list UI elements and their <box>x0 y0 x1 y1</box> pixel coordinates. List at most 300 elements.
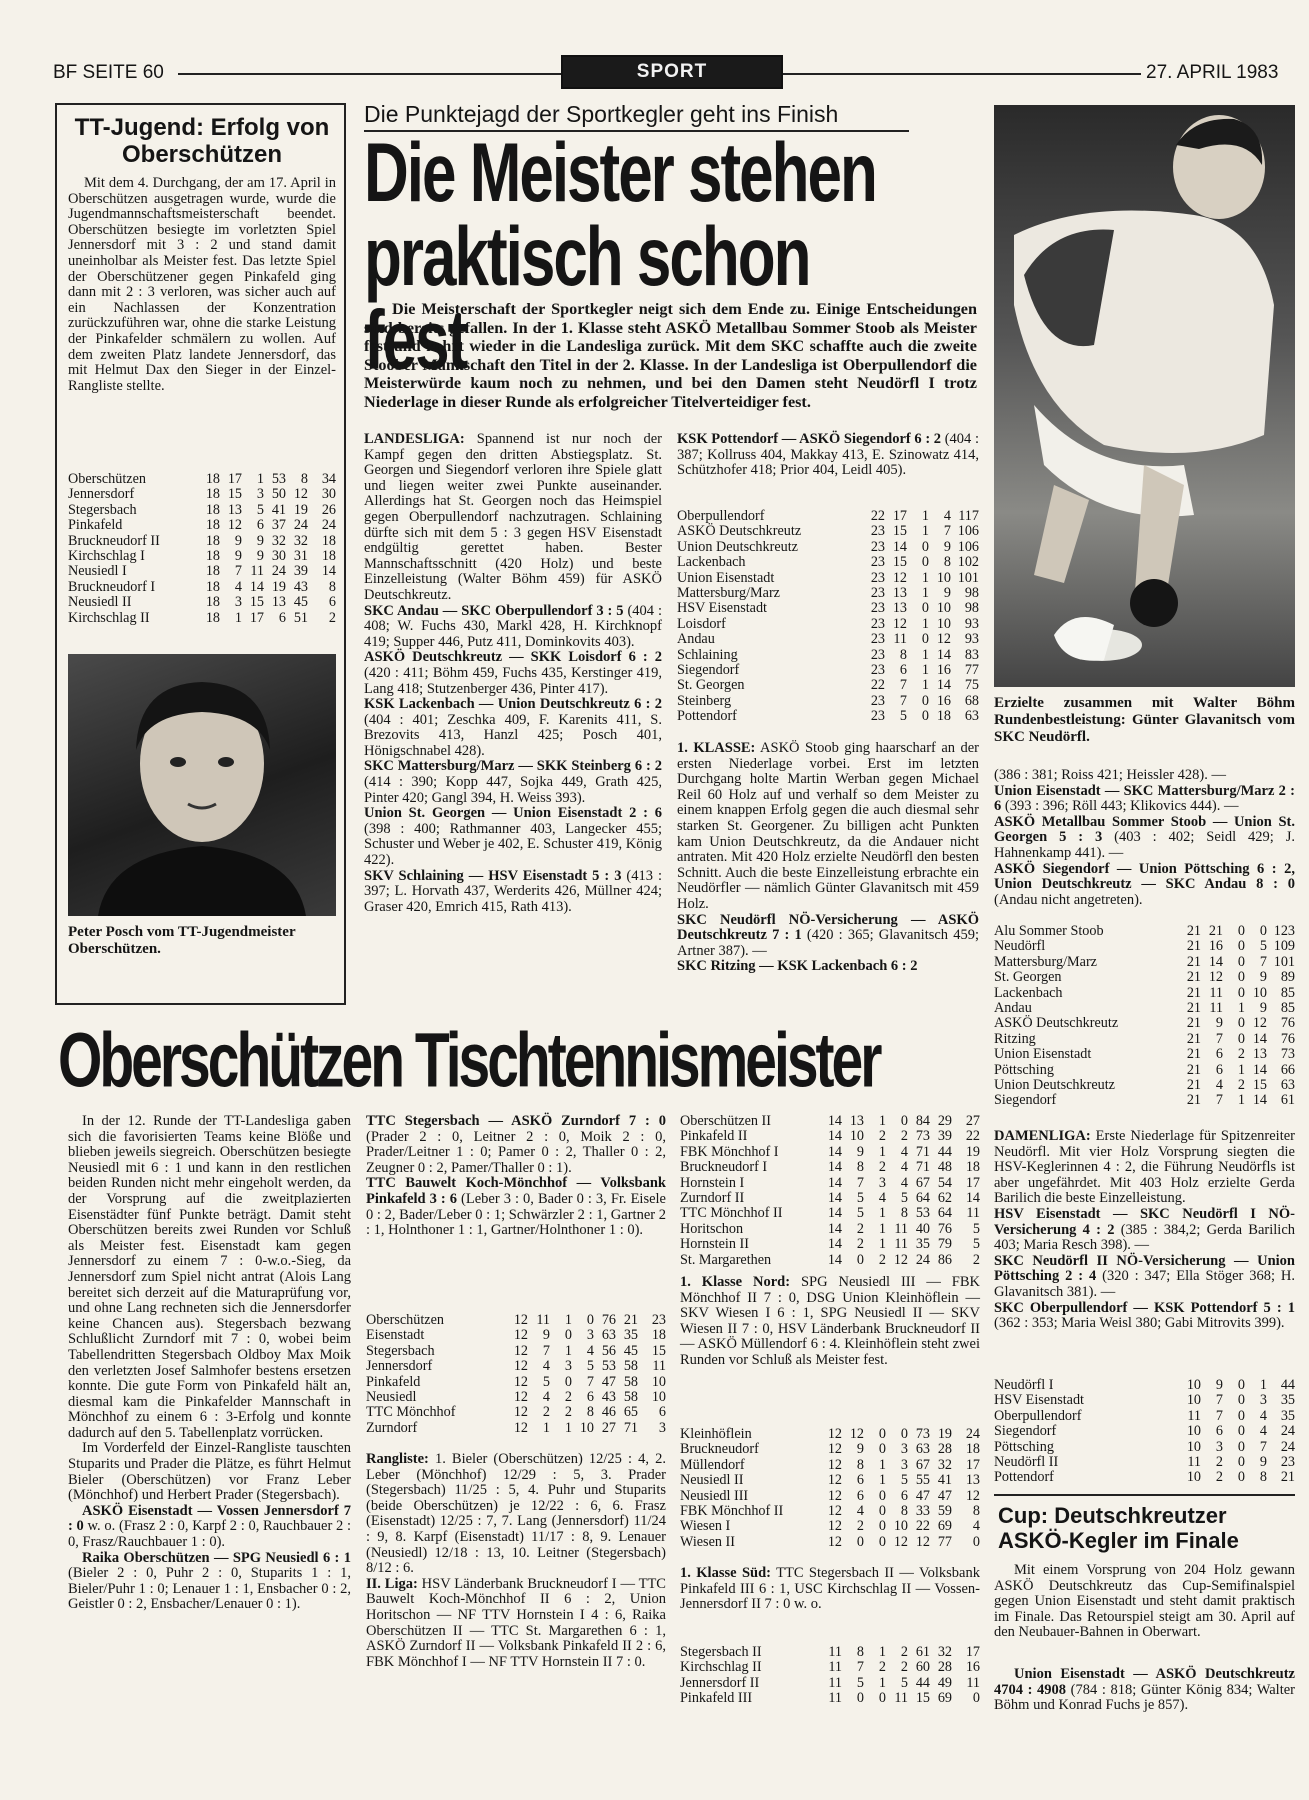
team-name: Mattersburg/Marz <box>994 953 1097 970</box>
team-name: Pöttsching <box>994 1438 1054 1455</box>
pottendorf-match: KSK Pottendorf — ASKÖ Siegendorf 6 : 2 <box>677 431 942 447</box>
stat-cell: 7 <box>899 692 907 709</box>
stat-cell: 32 <box>937 1456 952 1473</box>
stat-cell: 0 <box>921 538 929 555</box>
paragraph-text: (385 : 384,2; Gerda Barilich 403; Maria Resch 398). — <box>994 1221 1296 1254</box>
table-row <box>68 487 336 502</box>
team-name: Neudörfl I <box>994 1377 1054 1393</box>
stat-cell: 32 <box>271 532 286 549</box>
stat-cell: 1 <box>256 471 264 487</box>
stat-cell: 0 <box>856 1690 864 1707</box>
stat-cell: 23 <box>870 662 885 679</box>
stat-cell: 11 <box>894 1220 908 1237</box>
stat-cell: 2 <box>1237 1077 1245 1094</box>
stat-cell: 14 <box>827 1251 842 1268</box>
stat-cell: 0 <box>921 692 929 709</box>
stat-cell: 21 <box>1186 1000 1201 1017</box>
stat-cell: 9 <box>1259 1000 1267 1017</box>
team-name: Ritzing <box>994 1030 1036 1047</box>
paragraph <box>994 1301 1295 1332</box>
stat-cell: 3 <box>586 1327 594 1344</box>
paragraph <box>677 959 979 975</box>
stat-cell: 8 <box>300 471 308 487</box>
stat-cell: 23 <box>651 1312 666 1328</box>
stat-cell: 14 <box>1252 1030 1267 1047</box>
table-row <box>366 1328 666 1343</box>
stat-cell: 2 <box>1215 1469 1223 1486</box>
stat-cell: 76 <box>937 1220 952 1237</box>
stat-cell: 18 <box>321 532 336 549</box>
stat-cell: 71 <box>915 1159 930 1176</box>
stat-cell: 3 <box>658 1419 666 1436</box>
paragraph-text: (404 : 401; Zeschka 409, F. Karenits 411, S. Brezovits 413, Hanzl 425; Posch 401, Hönigschnabel 428). <box>364 711 662 759</box>
team-name: Kirchschlag I <box>68 548 145 565</box>
stat-cell: 8 <box>900 1205 908 1222</box>
stat-cell: 79 <box>937 1236 952 1253</box>
stat-cell: 13 <box>227 501 242 518</box>
stat-cell: 15 <box>227 486 242 503</box>
stat-cell: 1 <box>878 1456 886 1473</box>
stat-cell: 53 <box>601 1358 616 1375</box>
cup-body: Mit einem Vorsprung von 204 Holz gewann ASKÖ Deutschkreutz das Cup-Semifinalspiel gegen Union Eisenstadt und steht damit praktisch im Finale. Das Retourspiel steigt am 30. April auf den Neubauer-Bahnen in Oberwart. <box>994 1562 1295 1641</box>
issue-date: 27. APRIL 1983 <box>1146 62 1279 83</box>
stat-cell: 0 <box>1237 1392 1245 1409</box>
stat-cell: 12 <box>513 1312 528 1328</box>
stat-cell: 16 <box>936 692 951 709</box>
stat-cell: 12 <box>893 1251 908 1268</box>
paragraph-lead: II. Liga: <box>366 1575 418 1592</box>
team-name: Andau <box>677 631 715 648</box>
stat-cell: 14 <box>827 1190 842 1207</box>
table-row <box>994 1409 1295 1424</box>
team-name: St. Georgen <box>677 677 745 694</box>
portrait-illustration <box>68 654 336 916</box>
stat-cell: 2 <box>878 1159 886 1176</box>
stat-cell: 6 <box>256 517 264 534</box>
stat-cell: 6 <box>900 1487 908 1504</box>
paragraph-lead: TTC Bauwelt Koch-Mönchhof — Volksbank Pinkafeld 3 : 6 <box>366 1175 666 1207</box>
stat-cell: 8 <box>972 1503 980 1520</box>
table-row <box>680 1176 980 1191</box>
stat-cell: 8 <box>900 1503 908 1520</box>
stat-cell: 59 <box>937 1503 952 1520</box>
stat-cell: 61 <box>1280 1092 1295 1109</box>
stat-cell: 12 <box>827 1487 842 1504</box>
stat-cell: 28 <box>937 1441 952 1458</box>
stat-cell: 19 <box>965 1143 980 1160</box>
stat-cell: 4 <box>542 1389 550 1406</box>
stat-cell: 14 <box>965 1190 980 1207</box>
stat-cell: 23 <box>870 554 885 571</box>
stat-cell: 75 <box>964 677 979 694</box>
stat-cell: 63 <box>915 1441 930 1458</box>
stat-cell: 0 <box>900 1113 908 1129</box>
table-row <box>994 1078 1295 1093</box>
table-row <box>680 1691 980 1706</box>
table-row <box>994 1378 1295 1393</box>
stat-cell: 21 <box>1186 1030 1201 1047</box>
stat-cell: 4 <box>900 1143 908 1160</box>
team-name: FBK Mönchhof II <box>680 1503 784 1520</box>
stat-cell: 11 <box>894 1690 908 1707</box>
table-row <box>677 709 979 724</box>
stat-cell: 11 <box>894 1236 908 1253</box>
table-row <box>994 1455 1295 1470</box>
stat-cell: 47 <box>601 1373 616 1390</box>
stat-cell: 7 <box>1215 1392 1223 1409</box>
stat-cell: 73 <box>915 1426 930 1442</box>
team-name: Oberpullendorf <box>677 508 765 524</box>
stat-cell: 7 <box>1259 953 1267 970</box>
cup-result-details: (784 : 818; Günter König 834; Walter Böhm und Konrad Fuchs je 857). <box>994 1681 1295 1714</box>
team-name: TTC Mönchhof <box>366 1404 456 1421</box>
paragraph-text: (420 : 411; Böhm 459, Fuchs 435, Kerstinger 419, Lang 418; Stutzenberger 436, Pinter 417). <box>364 664 662 697</box>
team-name: Kleinhöflein <box>680 1426 752 1442</box>
stat-cell: 24 <box>965 1426 980 1442</box>
stat-cell: 21 <box>1186 984 1201 1001</box>
stat-cell: 9 <box>234 532 242 549</box>
stat-cell: 21 <box>1186 923 1201 939</box>
stat-cell: 15 <box>915 1690 930 1707</box>
stat-cell: 1 <box>921 508 929 524</box>
stat-cell: 17 <box>965 1174 980 1191</box>
stat-cell: 69 <box>937 1518 952 1535</box>
stat-cell: 18 <box>321 548 336 565</box>
team-name: TTC Mönchhof II <box>680 1205 783 1222</box>
paragraph-lead: Raika Oberschützen — SPG Neusiedl 6 : 1 <box>82 1549 351 1566</box>
stat-cell: 1 <box>878 1205 886 1222</box>
cup-rule <box>994 1494 1295 1496</box>
ttm-landesliga-table <box>366 1313 666 1436</box>
stat-cell: 55 <box>915 1472 930 1489</box>
team-name: HSV Eisenstadt <box>677 600 767 617</box>
paragraph-text: Erste Niederlage für Spitzenreiter Neudörfl. Mit vier Holz Vorsprung siegten die HSV-Keglerinnen 4 : 2, die Führung Neudörfls ist aber ungefährdet. Mit 403 Holz erzielte Gerda Barilich die beste Einzelleistung. <box>994 1128 1295 1207</box>
stat-cell: 21 <box>1208 923 1223 939</box>
stat-cell: 35 <box>623 1327 638 1344</box>
table-row <box>994 939 1295 954</box>
team-name: Müllendorf <box>680 1456 745 1473</box>
paragraph-lead: ASKÖ Siegendorf — Union Pöttsching 6 : 2, Union Deutschkreutz — SKC Andau 8 : 0 <box>994 860 1295 893</box>
stat-cell: 45 <box>623 1342 638 1359</box>
stat-cell: 101 <box>1273 953 1295 970</box>
stat-cell: 12 <box>849 1426 864 1442</box>
portrait-photo <box>68 654 336 916</box>
team-name: FBK Mönchhof I <box>680 1143 779 1160</box>
stat-cell: 15 <box>892 554 907 571</box>
stat-cell: 5 <box>900 1472 908 1489</box>
stat-cell: 5 <box>542 1373 550 1390</box>
table-row <box>680 1660 980 1675</box>
stat-cell: 21 <box>1186 1015 1201 1032</box>
stat-cell: 1 <box>1259 1377 1267 1393</box>
nord-table <box>680 1427 980 1550</box>
stat-cell: 93 <box>964 615 979 632</box>
stat-cell: 5 <box>856 1190 864 1207</box>
stat-cell: 5 <box>856 1674 864 1691</box>
paragraph-text: HSV Länderbank Bruckneudorf I — TTC Bauwelt Koch-Mönchhof II 6 : 2, Union Horitschon — NF TTV Hornstein I 4 : 6, Raika Oberschützen II — TTC St. Margarethen 6 : 1, ASKÖ Zurndorf II — Volksbank Pinkafeld II 2 : 6, FBK Mönchhof I — NF TTV Hornstein II 7 : 0. <box>366 1575 666 1670</box>
team-name: ASKÖ Deutschkreutz <box>994 1015 1119 1032</box>
stat-cell: 8 <box>899 646 907 663</box>
table-row <box>680 1160 980 1175</box>
paragraph <box>680 1566 980 1613</box>
stat-cell: 23 <box>870 600 885 617</box>
stat-cell: 7 <box>1215 1030 1223 1047</box>
team-name: HSV Eisenstadt <box>994 1392 1084 1409</box>
table-row <box>680 1129 980 1144</box>
team-name: Neudörfl II <box>994 1454 1059 1471</box>
table-row <box>366 1359 666 1374</box>
stat-cell: 0 <box>921 600 929 617</box>
team-name: Hornstein I <box>680 1174 745 1191</box>
stat-cell: 1 <box>921 662 929 679</box>
stat-cell: 2 <box>542 1404 550 1421</box>
stat-cell: 71 <box>915 1143 930 1160</box>
stat-cell: 0 <box>856 1533 864 1550</box>
paragraph-text: (Bieler 2 : 0, Puhr 2 : 0, Stuparits 1 : 1, Bieler/Puhr 1 : 0; Lenauer 1 : 1, Ensbacher 0 : 2, Geistler 0 : 2, Ensbacher/Lenauer 0 : 1). <box>68 1565 351 1613</box>
table-row <box>680 1535 980 1550</box>
stat-cell: 2 <box>328 609 336 626</box>
table-row <box>680 1442 980 1457</box>
stat-cell: 40 <box>915 1220 930 1237</box>
stat-cell: 11 <box>828 1690 842 1707</box>
stat-cell: 12 <box>827 1518 842 1535</box>
paragraph <box>680 1275 980 1369</box>
bowler-caption: Erzielte zusammen mit Walter Böhm Rundenbestleistung: Günter Glavanitsch vom SKC Neudörfl. <box>994 695 1295 745</box>
stat-cell: 12 <box>1208 969 1223 986</box>
team-name: St. Margarethen <box>680 1251 772 1268</box>
table-row <box>994 1424 1295 1439</box>
stat-cell: 11 <box>828 1659 842 1676</box>
stat-cell: 23 <box>870 585 885 602</box>
stat-cell: 89 <box>1280 969 1295 986</box>
team-name: Neusiedl II <box>680 1472 744 1489</box>
stat-cell: 2 <box>1237 1046 1245 1063</box>
stat-cell: 2 <box>878 1128 886 1145</box>
stat-cell: 11 <box>652 1358 666 1375</box>
stat-cell: 4 <box>856 1503 864 1520</box>
team-name: Loisdorf <box>677 615 726 632</box>
stat-cell: 21 <box>1186 938 1201 955</box>
team-name: Wiesen I <box>680 1518 731 1535</box>
paragraph <box>677 741 979 913</box>
stat-cell: 14 <box>827 1236 842 1253</box>
paragraph-text: SPG Neusiedl III — FBK Mönchhof II 7 : 0, DSG Union Kleinhöflein — SKV Wiesen I 6 : 1, SPG Neusiedl II — SKV Wiesen II 7 : 0, HSV Länderbank Bruckneudorf II — ASKÖ Müllendorf 6 : 4. Kleinhöflein steht zwei Runden vor Schluß als Meister fest. <box>680 1274 980 1368</box>
stat-cell: 23 <box>870 646 885 663</box>
bowler-illustration <box>994 105 1295 687</box>
stat-cell: 98 <box>964 600 979 617</box>
paragraph-text: w. o. (Frasz 2 : 0, Karpf 2 : 0, Rauchbauer 2 : 0, Frasz/Rauchbauer 1 : 0). <box>68 1518 351 1551</box>
stat-cell: 18 <box>651 1327 666 1344</box>
stat-cell: 1 <box>1237 1000 1245 1017</box>
stat-cell: 10 <box>1186 1423 1201 1440</box>
stat-cell: 3 <box>878 1174 886 1191</box>
team-name: Union Eisenstadt <box>677 569 775 586</box>
paragraph-text: (404 : 408; W. Fuchs 430, Markl 428, H. Kirchknopf 419; Supper 446, Putz 411, Dominkovits 403). <box>364 602 662 650</box>
stat-cell: 9 <box>1259 1454 1267 1471</box>
stat-cell: 8 <box>586 1404 594 1421</box>
paragraph <box>994 768 1295 784</box>
stat-cell: 67 <box>915 1456 930 1473</box>
team-name: Pottendorf <box>677 708 737 725</box>
stat-cell: 7 <box>856 1174 864 1191</box>
stat-cell: 24 <box>271 563 286 580</box>
ttm-column-2 <box>366 1114 666 1239</box>
paragraph-lead: HSV Eisenstadt — SKC Neudörfl I NÖ-Versicherung 4 : 2 <box>994 1205 1295 1238</box>
table-row <box>366 1421 666 1436</box>
paragraph-lead: SKC Neudörfl II NÖ-Versicherung — Union Pöttsching 2 : 4 <box>994 1252 1295 1285</box>
stat-cell: 12 <box>936 631 951 648</box>
table-row <box>68 534 336 549</box>
header-rule-left <box>178 73 561 75</box>
stat-cell: 60 <box>915 1659 930 1676</box>
tt-jugend-title: TT-Jugend: Erfolg von Oberschützen <box>74 114 330 168</box>
stat-cell: 5 <box>972 1236 980 1253</box>
paragraph <box>364 604 662 651</box>
stat-cell: 12 <box>827 1533 842 1550</box>
stat-cell: 4 <box>878 1190 886 1207</box>
table-row <box>677 555 979 570</box>
paragraph <box>994 1129 1295 1207</box>
stat-cell: 4 <box>1259 1407 1267 1424</box>
stat-cell: 7 <box>1259 1438 1267 1455</box>
paragraph-text: (Leber 3 : 0, Bader 0 : 3, Fr. Eisele 0 : 2, Bader/Leber 0 : 1; Schwärzler 2 : 1, Gartner 2 : 1, Holnthoner 1 : 1, Gartner/Holnthoner 1 : 0). <box>366 1190 666 1239</box>
stat-cell: 49 <box>937 1674 952 1691</box>
cup-result <box>994 1667 1295 1714</box>
paragraph-text: (Andau nicht angetreten). <box>994 891 1143 908</box>
stat-cell: 7 <box>234 563 242 580</box>
ttm-column-2-bottom <box>366 1452 666 1670</box>
stat-cell: 5 <box>972 1220 980 1237</box>
stat-cell: 14 <box>321 563 336 580</box>
stat-cell: 11 <box>1209 984 1223 1001</box>
stat-cell: 0 <box>878 1441 886 1458</box>
stat-cell: 64 <box>915 1190 930 1207</box>
stat-cell: 1 <box>542 1419 550 1436</box>
team-name: Schlaining <box>677 646 738 663</box>
stat-cell: 6 <box>1215 1061 1223 1078</box>
stat-cell: 18 <box>205 609 220 626</box>
stat-cell: 32 <box>293 532 308 549</box>
stat-cell: 66 <box>1280 1061 1295 1078</box>
paragraph <box>994 1207 1295 1254</box>
table-row <box>680 1676 980 1691</box>
paragraph-text: (413 : 397; L. Horvath 437, Werderits 426, Müllner 424; Graser 420, Emrich 415, Rath 413). <box>364 867 662 915</box>
stat-cell: 7 <box>943 523 951 540</box>
table-row <box>680 1645 980 1660</box>
table-row <box>994 955 1295 970</box>
paragraph <box>994 815 1295 862</box>
stat-cell: 28 <box>937 1659 952 1676</box>
stat-cell: 7 <box>542 1342 550 1359</box>
portrait-caption: Peter Posch vom TT-Jugendmeister Oberschützen. <box>68 924 296 957</box>
team-name: Jennersdorf <box>366 1358 433 1375</box>
paragraph <box>364 759 662 806</box>
team-name: Hornstein II <box>680 1236 749 1253</box>
table-row <box>68 580 336 595</box>
stat-cell: 18 <box>205 501 220 518</box>
stat-cell: 58 <box>623 1389 638 1406</box>
stat-cell: 12 <box>827 1503 842 1520</box>
stat-cell: 29 <box>937 1113 952 1129</box>
paragraph <box>366 1452 666 1577</box>
team-name: Bruckneudorf I <box>680 1159 768 1176</box>
team-name: Horitschon <box>680 1220 744 1237</box>
stat-cell: 0 <box>1237 1454 1245 1471</box>
stat-cell: 44 <box>915 1674 930 1691</box>
stat-cell: 21 <box>1186 953 1201 970</box>
stat-cell: 14 <box>827 1113 842 1129</box>
stat-cell: 11 <box>536 1312 550 1328</box>
stat-cell: 24 <box>1280 1438 1295 1455</box>
stat-cell: 2 <box>856 1236 864 1253</box>
kegel-kicker: Die Punktejagd der Sportkegler geht ins Finish <box>364 101 909 132</box>
stat-cell: 5 <box>900 1190 908 1207</box>
stat-cell: 0 <box>1237 984 1245 1001</box>
stat-cell: 0 <box>856 1251 864 1268</box>
stat-cell: 2 <box>1215 1454 1223 1471</box>
team-name: Kirchschlag II <box>680 1659 762 1676</box>
table-row <box>680 1427 980 1442</box>
stat-cell: 14 <box>827 1205 842 1222</box>
stat-cell: 10 <box>579 1419 594 1436</box>
paragraph <box>364 806 662 868</box>
stat-cell: 48 <box>937 1159 952 1176</box>
stat-cell: 0 <box>921 708 929 725</box>
stat-cell: 7 <box>856 1659 864 1676</box>
ttm-sued-text <box>680 1566 980 1613</box>
team-name: Andau <box>994 1000 1032 1017</box>
stat-cell: 0 <box>1237 938 1245 955</box>
paragraph-lead: DAMENLIGA: <box>994 1128 1091 1144</box>
table-row <box>68 595 336 610</box>
team-name: Oberschützen <box>68 471 146 487</box>
stat-cell: 6 <box>1215 1046 1223 1063</box>
stat-cell: 73 <box>1280 1046 1295 1063</box>
paragraph-text: (393 : 396; Röll 443; Klikovics 444). — <box>1001 798 1239 815</box>
stat-cell: 16 <box>965 1659 980 1676</box>
team-name: Steinberg <box>677 692 732 709</box>
stat-cell: 30 <box>271 548 286 565</box>
stat-cell: 0 <box>878 1518 886 1535</box>
tt-jugend-table <box>68 472 336 626</box>
team-name: Neusiedl <box>366 1389 417 1406</box>
kegel-headline-line2: praktisch schon fest <box>364 210 810 388</box>
stat-cell: 2 <box>900 1659 908 1676</box>
table-row <box>366 1375 666 1390</box>
stat-cell: 0 <box>1237 1030 1245 1047</box>
stat-cell: 0 <box>1237 953 1245 970</box>
stat-cell: 12 <box>293 486 308 503</box>
stat-cell: 14 <box>827 1159 842 1176</box>
stat-cell: 19 <box>293 501 308 518</box>
header-rule-right <box>783 73 1141 75</box>
stat-cell: 18 <box>205 578 220 595</box>
paragraph-lead: TTC Stegersbach — ASKÖ Zurndorf 7 : 0 <box>366 1113 666 1129</box>
team-name: Mattersburg/Marz <box>677 585 780 602</box>
stat-cell: 10 <box>849 1128 864 1145</box>
stat-cell: 14 <box>827 1220 842 1237</box>
paragraph <box>677 913 979 960</box>
stat-cell: 18 <box>205 548 220 565</box>
stat-cell: 2 <box>900 1128 908 1145</box>
stat-cell: 86 <box>937 1251 952 1268</box>
team-name: Union Deutschkreutz <box>677 538 798 555</box>
stat-cell: 9 <box>1215 1015 1223 1032</box>
team-name: Siegendorf <box>677 662 740 679</box>
team-name: Pinkafeld <box>68 517 123 534</box>
stat-cell: 23 <box>1280 1454 1295 1471</box>
stat-cell: 73 <box>915 1128 930 1145</box>
